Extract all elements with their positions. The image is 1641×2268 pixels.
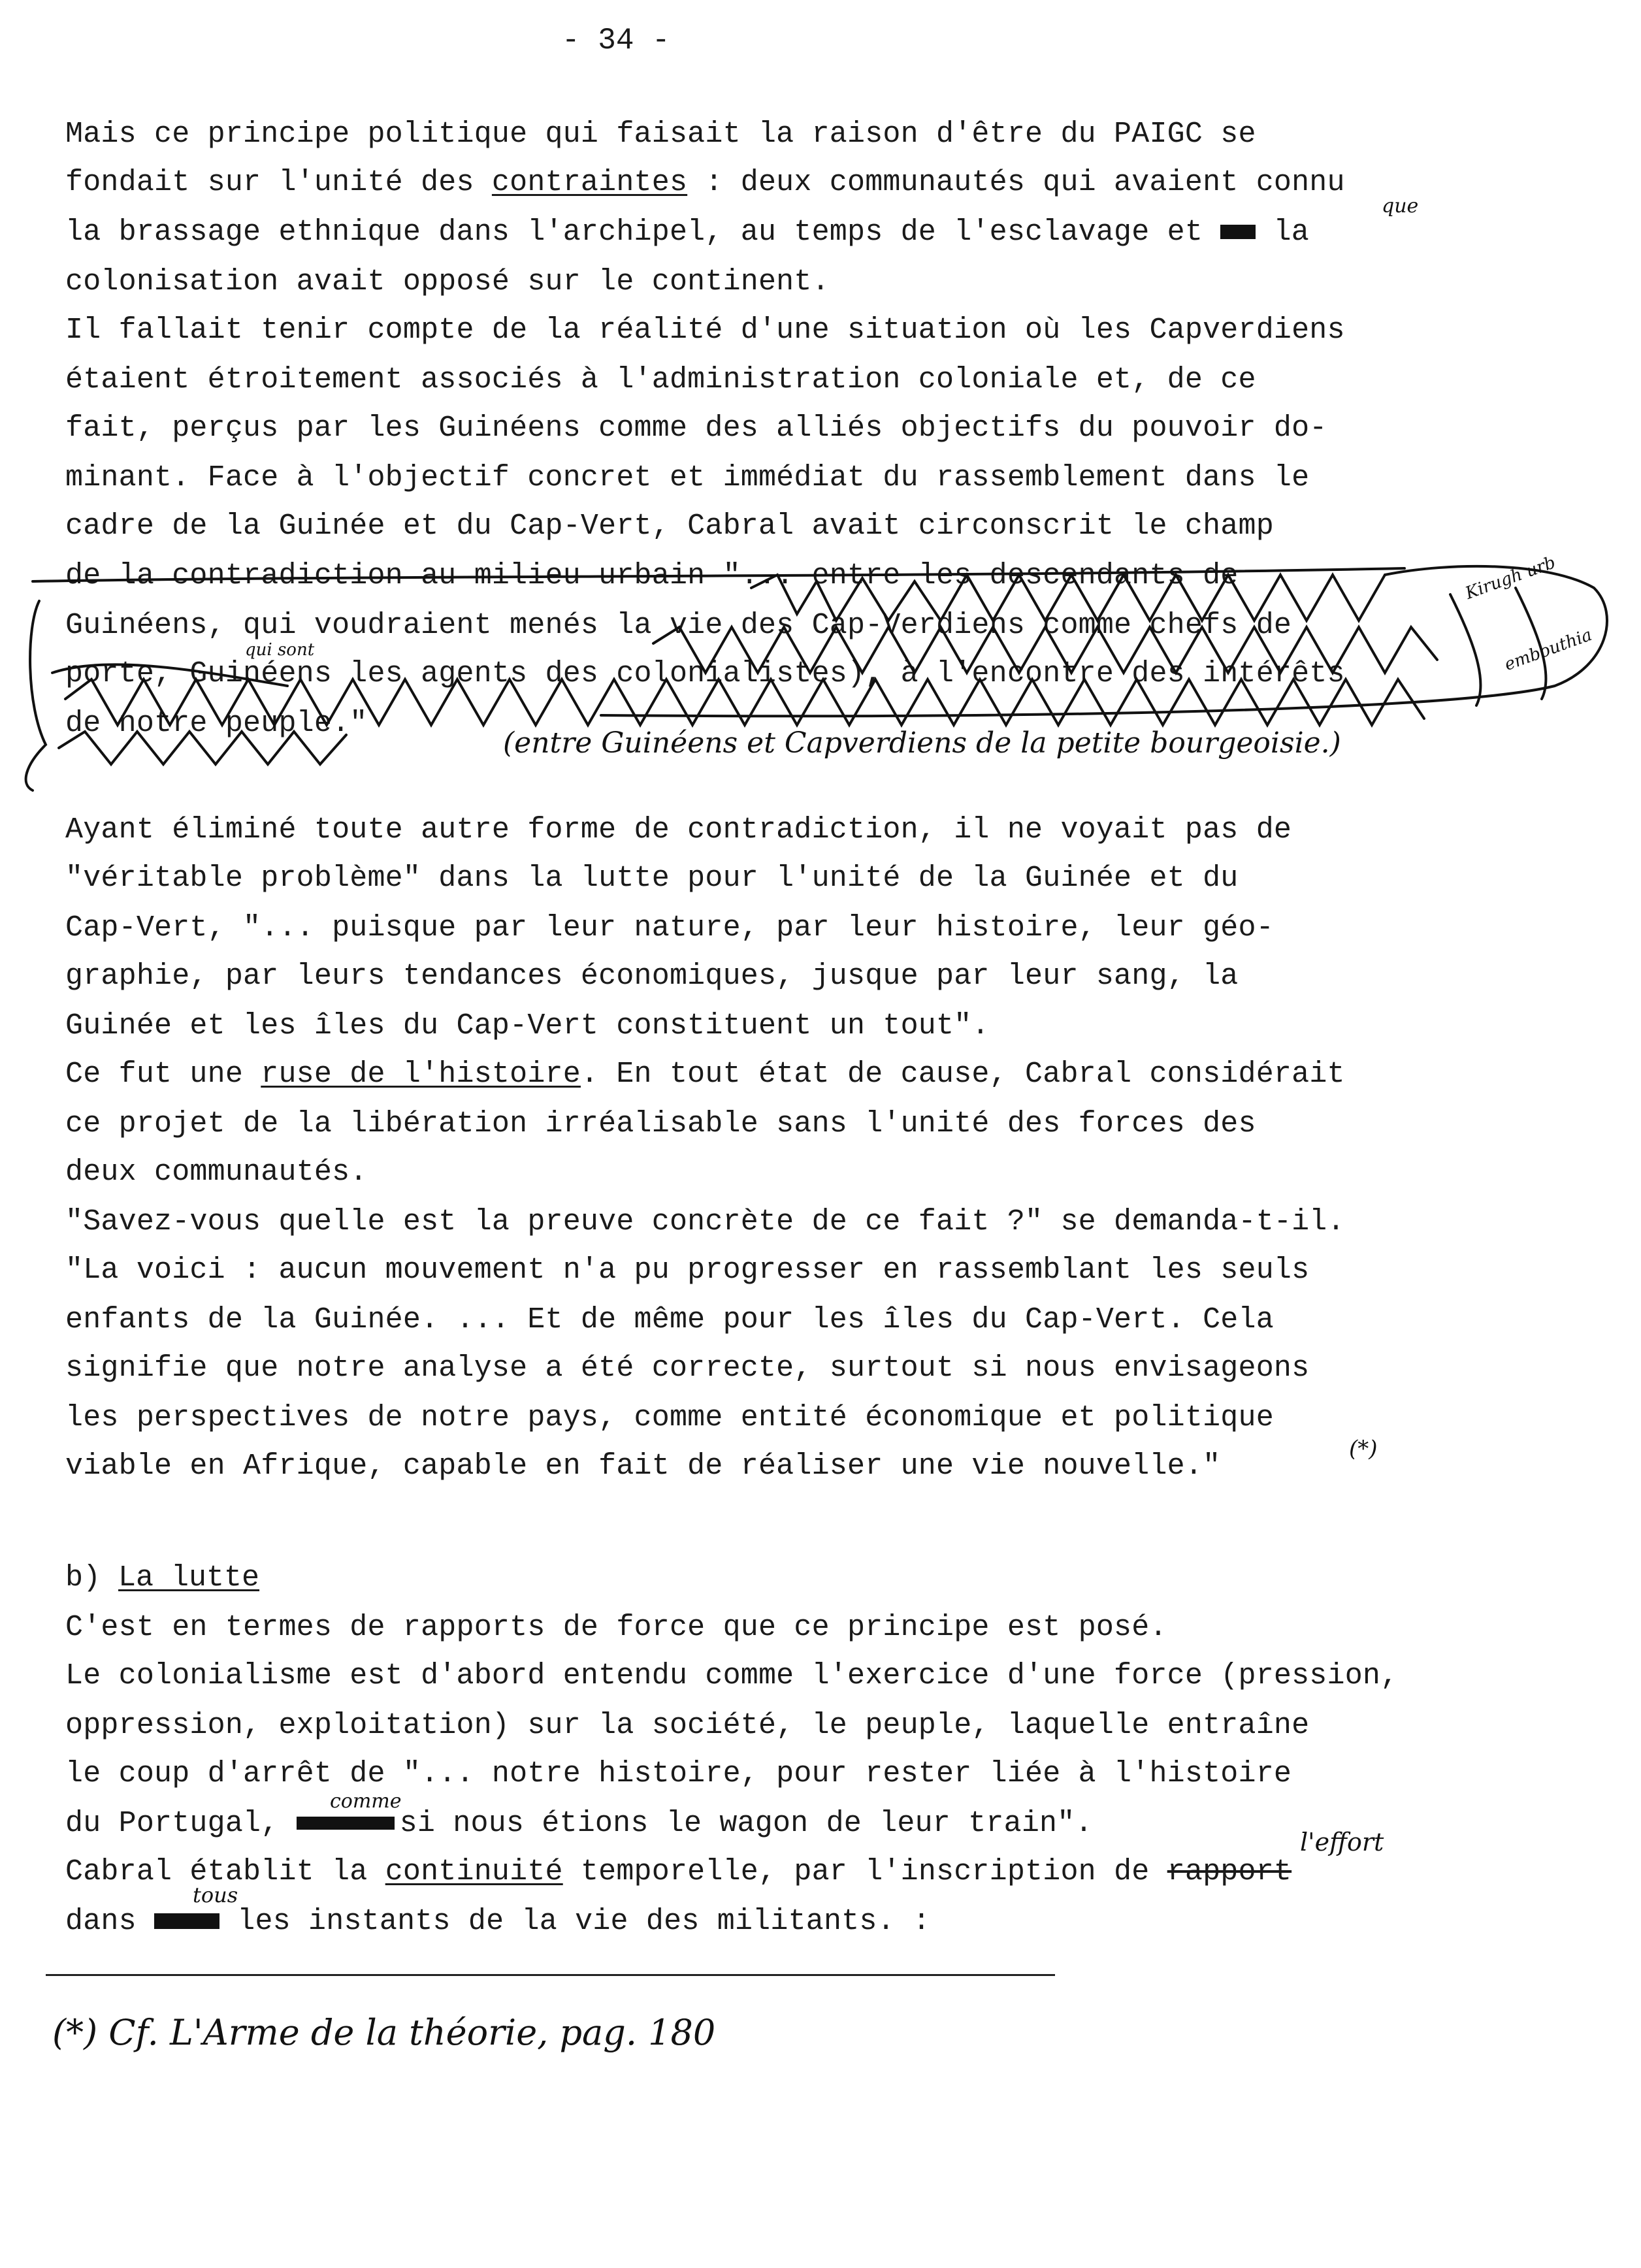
text-line: Guinée et les îles du Cap-Vert constituent un tout". <box>65 1009 990 1043</box>
handwritten-que: que <box>1382 195 1419 218</box>
text-line: "La voici : aucun mouvement n'a pu progresser en rassemblant les seuls <box>65 1254 1310 1287</box>
text-line: fait, perçus par les Guinéens comme des alliés objectifs du pouvoir do- <box>65 412 1327 445</box>
text-line: minant. Face à l'objectif concret et immédiat du rassemblement dans le <box>65 461 1310 494</box>
text-line: Cabral établit la continuité temporelle, par l'inscription de rapport <box>65 1855 1292 1888</box>
handwritten-qui-sont: qui sont <box>245 640 315 660</box>
text-line: le coup d'arrêt de "... notre histoire, pour rester liée à l'histoire <box>65 1757 1292 1790</box>
text-line: Il fallait tenir compte de la réalité d'une situation où les Capverdiens <box>65 314 1345 347</box>
text-line: cadre de la Guinée et du Cap-Vert, Cabral avait circonscrit le champ <box>65 510 1274 543</box>
struck-word <box>297 1817 395 1830</box>
text-line: "Savez-vous quelle est la preuve concrète de ce fait ?" se demanda-t-il. <box>65 1205 1345 1239</box>
section-b-title: La lutte <box>118 1561 260 1595</box>
deleted-quote-text: "... entre les descendants de <box>723 559 1239 592</box>
text-line: Mais ce principe politique qui faisait la raison d'être du PAIGC se <box>65 118 1256 151</box>
text-line: signifie que notre analyse a été correcte, surtout si nous envisageons <box>65 1352 1310 1385</box>
text-line: Le colonialisme est d'abord entendu comme l'exercice d'une force (pression, <box>65 1659 1399 1693</box>
page-number: - 34 - <box>562 24 670 57</box>
struck-word <box>1220 225 1256 239</box>
text-line: colonisation avait opposé sur le continent. <box>65 265 830 299</box>
text-line: viable en Afrique, capable en fait de réaliser une vie nouvelle." <box>65 1450 1221 1483</box>
text-line: enfants de la Guinée. ... Et de même pour les îles du Cap-Vert. Cela <box>65 1303 1274 1336</box>
footnote-rule <box>46 1974 1055 1976</box>
text-line: dans les instants de la vie des militants. : <box>65 1905 931 1938</box>
text-line: étaient étroitement associés à l'administration coloniale et, de ce <box>65 363 1256 397</box>
struck-word: rapport <box>1167 1855 1292 1888</box>
struck-word <box>154 1913 219 1929</box>
handwritten-footnote: (*) Cf. L'Arme de la théorie, pag. 180 <box>52 2012 716 2053</box>
text-line: ce projet de la libération irréalisable sans l'unité des forces des <box>65 1107 1256 1141</box>
text-line: du Portugal, si nous étions le wagon de leur train". <box>65 1807 1093 1840</box>
handwritten-insertion: (entre Guinéens et Capverdiens de la petite bourgeoisie.) <box>503 726 1341 760</box>
footnote-mark: (*) <box>1349 1436 1378 1462</box>
text-line: de notre peuple." <box>65 707 368 740</box>
text-line: de la contradiction au milieu urbain "... entre les descendants de <box>65 559 1239 592</box>
underlined-phrase: ruse de l'histoire <box>261 1058 581 1091</box>
text-line: C'est en termes de rapports de force que ce principe est posé. <box>65 1611 1167 1644</box>
handwritten-margin-note-2: embouthia <box>1502 624 1595 675</box>
text-line: Cap-Vert, "... puisque par leur nature, par leur histoire, leur géo- <box>65 911 1274 945</box>
underlined-word: contraintes <box>491 166 688 199</box>
text-line: Guinéens, qui voudraient menés la vie des Cap-Verdiens comme chefs de <box>65 609 1292 642</box>
text-line: Ce fut une ruse de l'histoire. En tout état de cause, Cabral considérait <box>65 1058 1345 1091</box>
text-line: oppression, exploitation) sur la société, le peuple, laquelle entraîne <box>65 1709 1310 1742</box>
underlined-word: continuité <box>385 1855 563 1888</box>
deletion-scribble <box>13 549 1633 797</box>
text-line: porte, Guinéens les agents des colonialistes), à l'encontre des intérêts <box>65 657 1345 690</box>
text-line: graphie, par leurs tendances économiques, jusque par leur sang, la <box>65 960 1239 993</box>
text-line: Ayant éliminé toute autre forme de contradiction, il ne voyait pas de <box>65 813 1292 847</box>
text-line: les perspectives de notre pays, comme entité économique et politique <box>65 1401 1274 1434</box>
section-b-heading: b) La lutte <box>65 1561 260 1595</box>
handwritten-comme: comme <box>330 1790 402 1813</box>
text-line: la brassage ethnique dans l'archipel, au temps de l'esclavage et la <box>65 216 1309 249</box>
text-line: "véritable problème" dans la lutte pour l'unité de la Guinée et du <box>65 862 1239 895</box>
handwritten-leffort: l'effort <box>1300 1828 1384 1856</box>
text-line: fondait sur l'unité des contraintes : deux communautés qui avaient connu <box>65 166 1345 199</box>
handwritten-margin-note: Kirugh urb <box>1463 553 1559 604</box>
text-line: deux communautés. <box>65 1156 368 1189</box>
handwritten-tous: tous <box>193 1883 238 1907</box>
